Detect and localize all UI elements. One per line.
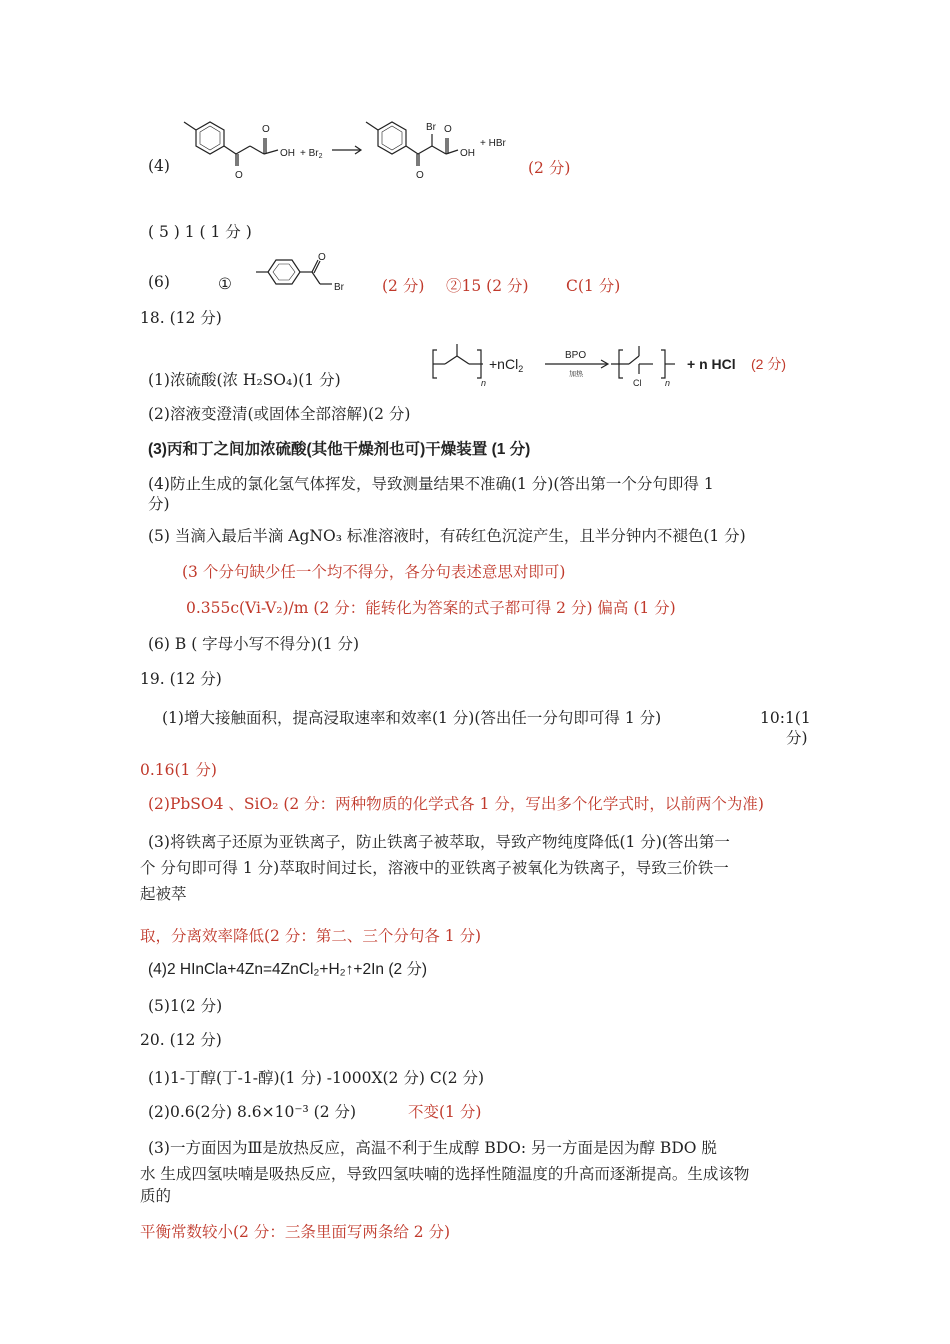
- q19-line-1-ratio: 10:1(1: [760, 709, 811, 727]
- q18-eq-score: (2 分): [751, 356, 786, 372]
- q6-part-2: ②15 (2 分): [446, 277, 529, 295]
- q18-line-5-formula: 0.355c(Vi-V₂)/m (2 分：能转化为答案的式子都可得 2 分) 偏高 (1 分): [186, 599, 676, 617]
- q19-line-3a: (3)将铁离子还原为亚铁离子，防止铁离子被萃取，导致产物纯度降低(1 分)(答出第一: [148, 833, 730, 851]
- q4-score: (2 分): [528, 159, 571, 177]
- q6-label: (6): [148, 273, 170, 291]
- q18-line-4a: (4)防止生成的氯化氢气体挥发，导致测量结果不准确(1 分)(答出第一个分句即得 1: [148, 475, 714, 493]
- q19-line-1: (1)增大接触面积，提高浸取速率和效率(1 分)(答出任一分句即可得 1 分): [162, 709, 662, 727]
- q20-line-3a: (3)一方面因为Ⅲ是放热反应，高温不利于生成醇 BDO: 另一方面是因为醇 BDO 脱: [148, 1139, 717, 1157]
- q4-product-o-label: O: [416, 170, 424, 181]
- q20-line-1: (1)1-丁醇(丁-1-醇)(1 分) -1000X(2 分) C(2 分): [148, 1069, 485, 1087]
- q18-cl: Cl: [633, 378, 642, 388]
- q4-hbr-label: + HBr: [480, 138, 506, 149]
- q4-reaction-scheme: [170, 110, 530, 185]
- q18-n-2: n: [665, 378, 671, 388]
- q18-condition: 加热: [569, 371, 583, 378]
- q4-label: (4): [148, 157, 170, 175]
- q6-circled-1: ①: [218, 275, 232, 293]
- q4-br2-label: + $Br_2$: [300, 148, 323, 160]
- q6-score-1: (2 分): [382, 277, 425, 295]
- q19-line-1-score: 分): [786, 729, 808, 747]
- q6-o-label: O: [318, 252, 326, 263]
- q18-line-1: (1)浓硫酸(浓 H₂SO₄)(1 分): [148, 371, 341, 389]
- q19-header: 19. (12 分): [140, 670, 222, 688]
- q4-o-label: O: [235, 170, 243, 181]
- q19-line-4: (4)2 HInCla+4Zn=4ZnCl₂+H₂↑+2In (2 分): [148, 961, 428, 978]
- q20-line-2-note: 不变(1 分): [408, 1103, 482, 1121]
- q18-line-5: (5) 当滴入最后半滴 AgNO₃ 标准溶液时，有砖红色沉淀产生，且半分钟内不褪色(1 分): [148, 527, 746, 545]
- q18-equation: [425, 338, 815, 390]
- q20-line-3c: 质的: [140, 1187, 172, 1205]
- q5-answer: ( 5 ) 1 ( 1 分 ): [148, 223, 252, 241]
- q18-ncl2: +nCl$_2$: [489, 356, 524, 374]
- q6-molecule: [250, 250, 360, 300]
- q18-header: 18. (12 分): [140, 309, 222, 327]
- q18-n-1: n: [481, 378, 487, 388]
- q19-line-3c: 起被萃: [140, 885, 187, 903]
- q18-bpo: BPO: [565, 350, 587, 361]
- q18-nhcl: + n HCl: [687, 356, 736, 372]
- q4-product-o-label-2: O: [444, 124, 452, 135]
- q20-line-3d: 平衡常数较小(2 分：三条里面写两条给 2 分): [140, 1223, 451, 1241]
- q6-br-label: Br: [334, 282, 344, 293]
- q20-line-2: (2)0.6(2分) 8.6×10⁻³ (2 分): [148, 1103, 357, 1121]
- q18-line-5-note: (3 个分句缺少任一个均不得分，各分句表述意思对即可): [182, 563, 566, 581]
- q6-part-3: C(1 分): [566, 277, 621, 295]
- q4-product-br-label: Br: [426, 122, 436, 133]
- q19-line-3b: 个 分句即可得 1 分)萃取时间过长，溶液中的亚铁离子被氧化为铁离子，导致三价铁一: [140, 859, 729, 877]
- q19-line-1-value: 0.16(1 分): [140, 761, 217, 779]
- q19-line-5: (5)1(2 分): [148, 997, 223, 1015]
- q20-header: 20. (12 分): [140, 1031, 222, 1049]
- q18-line-6: (6) B ( 字母小写不得分)(1 分): [148, 635, 360, 653]
- q18-line-3: (3)丙和丁之间加浓硫酸(其他干燥剂也可)干燥装置 (1 分): [148, 441, 531, 458]
- q4-oh-label: OH: [280, 148, 295, 159]
- q4-o-label-2: O: [262, 124, 270, 135]
- q20-line-3b: 水 生成四氢呋喃是吸热反应，导致四氢呋喃的选择性随温度的升高而逐渐提高。生成该物: [140, 1165, 750, 1183]
- q19-line-2: (2)PbSO4 、SiO₂ (2 分：两种物质的化学式各 1 分，写出多个化学式时，以前两个为准): [148, 795, 764, 813]
- q18-line-4b: 分): [148, 495, 170, 513]
- q18-line-2: (2)溶液变澄清(或固体全部溶解)(2 分): [148, 405, 411, 423]
- q4-product-oh-label: OH: [460, 148, 475, 159]
- q19-line-3d: 取，分离效率降低(2 分：第二、三个分句各 1 分): [140, 927, 482, 945]
